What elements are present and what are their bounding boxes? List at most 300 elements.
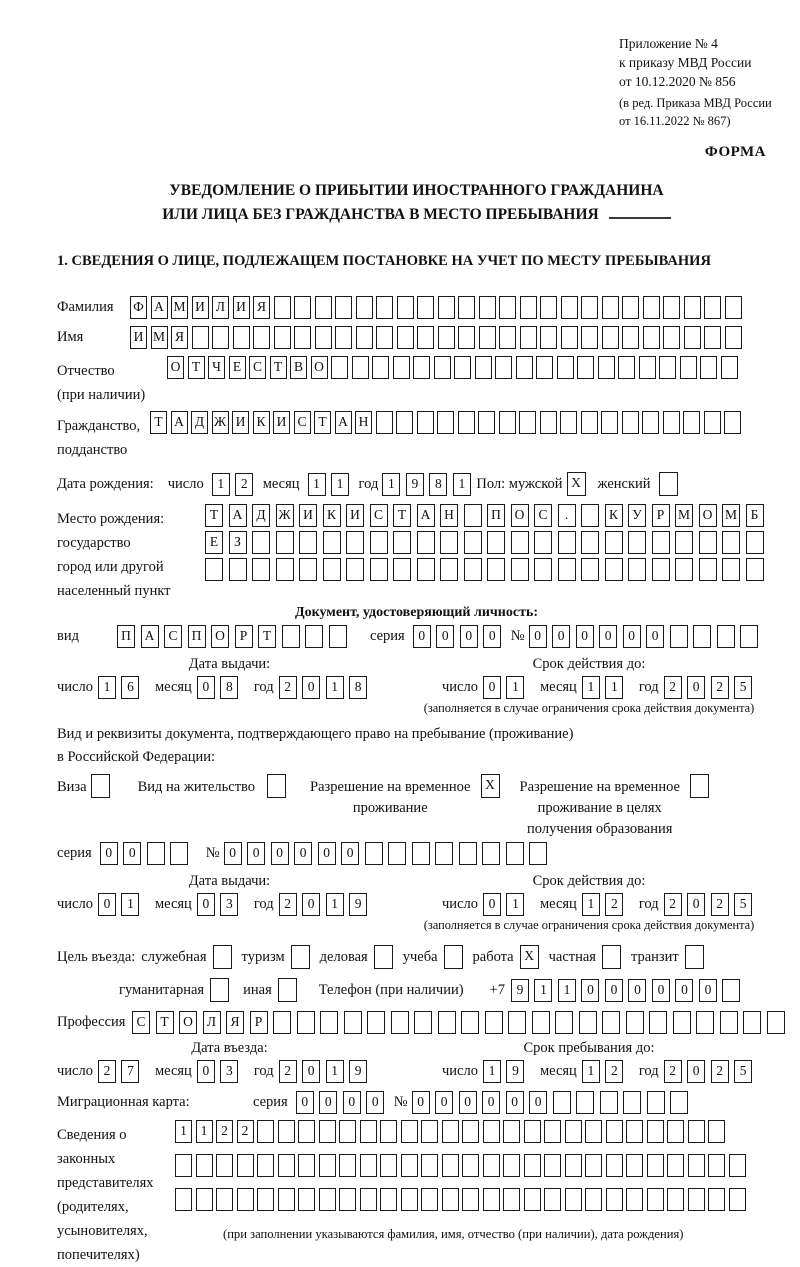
char-cell[interactable]: 0 <box>435 1091 453 1114</box>
char-cell[interactable] <box>329 625 347 648</box>
char-cell[interactable]: 0 <box>247 842 265 865</box>
char-cell[interactable]: 0 <box>599 625 617 648</box>
char-cell[interactable] <box>600 1091 618 1114</box>
char-cell[interactable] <box>401 1120 418 1143</box>
char-cell[interactable] <box>396 411 413 434</box>
char-cell[interactable]: И <box>232 411 249 434</box>
char-cell[interactable] <box>708 1120 725 1143</box>
char-cell[interactable] <box>319 1154 336 1177</box>
char-cell[interactable] <box>690 774 709 798</box>
char-cell[interactable]: О <box>211 625 229 648</box>
char-cell[interactable] <box>372 356 389 379</box>
char-cell[interactable] <box>412 842 430 865</box>
char-cell[interactable]: З <box>229 531 247 554</box>
char-cell[interactable] <box>335 326 352 349</box>
char-cell[interactable]: М <box>675 504 693 527</box>
char-cell[interactable] <box>675 558 693 581</box>
char-cell[interactable]: 0 <box>318 842 336 865</box>
char-cell[interactable]: 1 <box>506 676 524 699</box>
char-cell[interactable]: 2 <box>216 1120 233 1143</box>
char-cell[interactable]: К <box>605 504 623 527</box>
char-cell[interactable] <box>401 1154 418 1177</box>
char-cell[interactable] <box>294 326 311 349</box>
char-cell[interactable] <box>216 1188 233 1211</box>
char-cell[interactable] <box>680 356 697 379</box>
char-cell[interactable] <box>659 356 676 379</box>
char-cell[interactable] <box>417 411 434 434</box>
char-cell[interactable] <box>652 531 670 554</box>
char-cell[interactable]: С <box>370 504 388 527</box>
char-cell[interactable] <box>642 411 659 434</box>
char-cell[interactable] <box>273 1011 291 1034</box>
char-cell[interactable] <box>237 1188 254 1211</box>
char-cell[interactable]: 0 <box>302 676 320 699</box>
char-cell[interactable] <box>356 326 373 349</box>
char-cell[interactable] <box>623 1091 641 1114</box>
char-cell[interactable] <box>544 1188 561 1211</box>
char-cell[interactable] <box>417 326 434 349</box>
char-cell[interactable] <box>602 945 621 969</box>
char-cell[interactable] <box>558 558 576 581</box>
char-cell[interactable] <box>442 1154 459 1177</box>
char-cell[interactable] <box>267 774 286 798</box>
char-cell[interactable]: 3 <box>220 893 238 916</box>
char-cell[interactable] <box>696 1011 714 1034</box>
char-cell[interactable]: 0 <box>605 979 623 1002</box>
char-cell[interactable] <box>622 411 639 434</box>
char-cell[interactable]: 1 <box>121 893 139 916</box>
char-cell[interactable] <box>339 1154 356 1177</box>
char-cell[interactable] <box>721 356 738 379</box>
char-cell[interactable] <box>649 1011 667 1034</box>
char-cell[interactable]: У <box>628 504 646 527</box>
char-cell[interactable] <box>626 1188 643 1211</box>
char-cell[interactable]: 1 <box>483 1060 501 1083</box>
char-cell[interactable] <box>170 842 188 865</box>
char-cell[interactable]: Е <box>229 356 246 379</box>
char-cell[interactable] <box>196 1154 213 1177</box>
char-cell[interactable] <box>722 531 740 554</box>
char-cell[interactable] <box>276 558 294 581</box>
char-cell[interactable] <box>532 1011 550 1034</box>
char-cell[interactable]: О <box>511 504 529 527</box>
char-cell[interactable]: Д <box>191 411 208 434</box>
char-cell[interactable]: П <box>487 504 505 527</box>
char-cell[interactable]: 0 <box>341 842 359 865</box>
char-cell[interactable]: 0 <box>623 625 641 648</box>
char-cell[interactable]: Я <box>253 296 270 319</box>
char-cell[interactable] <box>216 1154 233 1177</box>
char-cell[interactable] <box>319 1120 336 1143</box>
char-cell[interactable] <box>370 558 388 581</box>
char-cell[interactable] <box>499 326 516 349</box>
char-cell[interactable] <box>482 842 500 865</box>
char-cell[interactable]: 8 <box>349 676 367 699</box>
char-cell[interactable] <box>565 1154 582 1177</box>
char-cell[interactable]: О <box>167 356 184 379</box>
char-cell[interactable] <box>724 411 741 434</box>
char-cell[interactable] <box>274 296 291 319</box>
char-cell[interactable]: 0 <box>197 676 215 699</box>
char-cell[interactable] <box>628 558 646 581</box>
char-cell[interactable]: М <box>722 504 740 527</box>
char-cell[interactable] <box>462 1188 479 1211</box>
char-cell[interactable] <box>458 326 475 349</box>
char-cell[interactable] <box>577 356 594 379</box>
char-cell[interactable] <box>213 945 232 969</box>
char-cell[interactable] <box>233 326 250 349</box>
char-cell[interactable] <box>438 326 455 349</box>
char-cell[interactable] <box>647 1120 664 1143</box>
char-cell[interactable] <box>458 296 475 319</box>
char-cell[interactable]: 5 <box>734 1060 752 1083</box>
char-cell[interactable] <box>437 411 454 434</box>
char-cell[interactable]: О <box>179 1011 197 1034</box>
char-cell[interactable] <box>555 1011 573 1034</box>
char-cell[interactable] <box>643 326 660 349</box>
char-cell[interactable] <box>413 356 430 379</box>
char-cell[interactable]: Т <box>188 356 205 379</box>
char-cell[interactable] <box>397 296 414 319</box>
char-cell[interactable] <box>579 1011 597 1034</box>
char-cell[interactable] <box>558 531 576 554</box>
char-cell[interactable]: С <box>294 411 311 434</box>
char-cell[interactable] <box>299 531 317 554</box>
char-cell[interactable]: . <box>558 504 576 527</box>
char-cell[interactable] <box>667 1188 684 1211</box>
char-cell[interactable]: К <box>323 504 341 527</box>
char-cell[interactable] <box>585 1188 602 1211</box>
char-cell[interactable] <box>391 1011 409 1034</box>
char-cell[interactable] <box>565 1120 582 1143</box>
char-cell[interactable] <box>454 356 471 379</box>
char-cell[interactable]: 9 <box>506 1060 524 1083</box>
char-cell[interactable]: М <box>171 296 188 319</box>
char-cell[interactable] <box>388 842 406 865</box>
char-cell[interactable] <box>581 326 598 349</box>
char-cell[interactable] <box>393 356 410 379</box>
char-cell[interactable] <box>464 504 482 527</box>
char-cell[interactable] <box>344 1011 362 1034</box>
char-cell[interactable]: А <box>417 504 435 527</box>
char-cell[interactable] <box>252 531 270 554</box>
char-cell[interactable]: 0 <box>483 676 501 699</box>
char-cell[interactable]: 1 <box>326 1060 344 1083</box>
char-cell[interactable] <box>462 1120 479 1143</box>
char-cell[interactable] <box>626 1154 643 1177</box>
char-cell[interactable]: 1 <box>534 979 552 1002</box>
char-cell[interactable] <box>647 1154 664 1177</box>
char-cell[interactable]: Р <box>235 625 253 648</box>
char-cell[interactable] <box>581 296 598 319</box>
char-cell[interactable]: 3 <box>220 1060 238 1083</box>
char-cell[interactable] <box>278 1154 295 1177</box>
char-cell[interactable] <box>585 1154 602 1177</box>
char-cell[interactable] <box>520 296 537 319</box>
char-cell[interactable]: 1 <box>98 676 116 699</box>
char-cell[interactable]: 0 <box>100 842 118 865</box>
char-cell[interactable]: 1 <box>196 1120 213 1143</box>
char-cell[interactable]: 0 <box>652 979 670 1002</box>
char-cell[interactable] <box>462 1154 479 1177</box>
char-cell[interactable] <box>278 1120 295 1143</box>
char-cell[interactable] <box>683 411 700 434</box>
char-cell[interactable] <box>605 558 623 581</box>
char-cell[interactable]: 0 <box>529 1091 547 1114</box>
char-cell[interactable] <box>464 531 482 554</box>
char-cell[interactable] <box>520 326 537 349</box>
char-cell[interactable] <box>581 531 599 554</box>
char-cell[interactable]: 0 <box>412 1091 430 1114</box>
char-cell[interactable]: Т <box>258 625 276 648</box>
char-cell[interactable] <box>565 1188 582 1211</box>
char-cell[interactable] <box>581 411 598 434</box>
char-cell[interactable] <box>720 1011 738 1034</box>
char-cell[interactable] <box>278 1188 295 1211</box>
char-cell[interactable]: 0 <box>687 676 705 699</box>
char-cell[interactable] <box>684 296 701 319</box>
char-cell[interactable]: Р <box>652 504 670 527</box>
char-cell[interactable] <box>205 558 223 581</box>
char-cell[interactable] <box>524 1154 541 1177</box>
char-cell[interactable]: 1 <box>582 1060 600 1083</box>
char-cell[interactable] <box>210 978 229 1002</box>
char-cell[interactable]: Ж <box>276 504 294 527</box>
char-cell[interactable] <box>729 1154 746 1177</box>
char-cell[interactable] <box>581 558 599 581</box>
char-cell[interactable]: 2 <box>237 1120 254 1143</box>
char-cell[interactable] <box>367 1011 385 1034</box>
char-cell[interactable] <box>485 1011 503 1034</box>
char-cell[interactable] <box>659 472 678 496</box>
char-cell[interactable]: И <box>130 326 147 349</box>
char-cell[interactable] <box>298 1188 315 1211</box>
char-cell[interactable]: 5 <box>734 893 752 916</box>
char-cell[interactable]: 6 <box>121 676 139 699</box>
char-cell[interactable] <box>380 1154 397 1177</box>
char-cell[interactable] <box>699 558 717 581</box>
char-cell[interactable] <box>323 531 341 554</box>
char-cell[interactable] <box>746 558 764 581</box>
char-cell[interactable]: И <box>273 411 290 434</box>
char-cell[interactable] <box>606 1154 623 1177</box>
char-cell[interactable]: Т <box>270 356 287 379</box>
char-cell[interactable]: 2 <box>664 1060 682 1083</box>
char-cell[interactable]: Л <box>212 296 229 319</box>
char-cell[interactable] <box>495 356 512 379</box>
char-cell[interactable]: 0 <box>296 1091 314 1114</box>
char-cell[interactable]: 0 <box>687 1060 705 1083</box>
char-cell[interactable]: 0 <box>302 1060 320 1083</box>
char-cell[interactable] <box>725 296 742 319</box>
char-cell[interactable] <box>91 774 110 798</box>
char-cell[interactable]: С <box>132 1011 150 1034</box>
char-cell[interactable] <box>438 1011 456 1034</box>
char-cell[interactable]: 0 <box>271 842 289 865</box>
char-cell[interactable] <box>370 531 388 554</box>
char-cell[interactable] <box>605 531 623 554</box>
char-cell[interactable] <box>212 326 229 349</box>
char-cell[interactable] <box>602 1011 620 1034</box>
char-cell[interactable] <box>722 979 740 1002</box>
char-cell[interactable]: Ж <box>212 411 229 434</box>
char-cell[interactable] <box>557 356 574 379</box>
char-cell[interactable] <box>534 558 552 581</box>
char-cell[interactable]: 2 <box>711 893 729 916</box>
char-cell[interactable] <box>487 558 505 581</box>
char-cell[interactable]: А <box>335 411 352 434</box>
char-cell[interactable]: 0 <box>699 979 717 1002</box>
char-cell[interactable]: 1 <box>453 473 471 496</box>
char-cell[interactable]: А <box>151 296 168 319</box>
char-cell[interactable]: И <box>299 504 317 527</box>
char-cell[interactable] <box>257 1154 274 1177</box>
char-cell[interactable]: 0 <box>302 893 320 916</box>
char-cell[interactable] <box>746 531 764 554</box>
char-cell[interactable] <box>196 1188 213 1211</box>
char-cell[interactable] <box>459 842 477 865</box>
char-cell[interactable] <box>506 842 524 865</box>
char-cell[interactable]: 9 <box>349 893 367 916</box>
char-cell[interactable]: О <box>311 356 328 379</box>
char-cell[interactable]: 1 <box>382 473 400 496</box>
char-cell[interactable] <box>278 978 297 1002</box>
char-cell[interactable]: 1 <box>605 676 623 699</box>
char-cell[interactable] <box>192 326 209 349</box>
char-cell[interactable] <box>602 326 619 349</box>
char-cell[interactable]: X <box>520 945 539 969</box>
char-cell[interactable] <box>544 1120 561 1143</box>
char-cell[interactable] <box>356 296 373 319</box>
char-cell[interactable]: 2 <box>279 893 297 916</box>
char-cell[interactable] <box>464 558 482 581</box>
char-cell[interactable] <box>299 558 317 581</box>
char-cell[interactable]: Т <box>150 411 167 434</box>
char-cell[interactable] <box>323 558 341 581</box>
char-cell[interactable] <box>346 558 364 581</box>
char-cell[interactable]: X <box>481 774 500 798</box>
char-cell[interactable] <box>652 558 670 581</box>
char-cell[interactable] <box>442 1188 459 1211</box>
char-cell[interactable] <box>725 326 742 349</box>
char-cell[interactable] <box>393 531 411 554</box>
char-cell[interactable] <box>704 411 721 434</box>
char-cell[interactable]: 0 <box>483 625 501 648</box>
char-cell[interactable]: 9 <box>511 979 529 1002</box>
char-cell[interactable] <box>339 1188 356 1211</box>
char-cell[interactable]: О <box>699 504 717 527</box>
char-cell[interactable]: 2 <box>711 676 729 699</box>
char-cell[interactable]: 0 <box>294 842 312 865</box>
char-cell[interactable] <box>540 326 557 349</box>
char-cell[interactable]: 0 <box>552 625 570 648</box>
char-cell[interactable]: П <box>188 625 206 648</box>
char-cell[interactable]: 0 <box>483 893 501 916</box>
char-cell[interactable] <box>534 531 552 554</box>
char-cell[interactable] <box>291 945 310 969</box>
char-cell[interactable]: 0 <box>98 893 116 916</box>
char-cell[interactable] <box>511 558 529 581</box>
char-cell[interactable] <box>294 296 311 319</box>
char-cell[interactable] <box>305 625 323 648</box>
char-cell[interactable] <box>743 1011 761 1034</box>
char-cell[interactable]: 1 <box>212 473 230 496</box>
char-cell[interactable]: 0 <box>687 893 705 916</box>
char-cell[interactable]: Е <box>205 531 223 554</box>
char-cell[interactable] <box>667 1154 684 1177</box>
char-cell[interactable]: 9 <box>406 473 424 496</box>
char-cell[interactable] <box>374 945 393 969</box>
char-cell[interactable]: С <box>164 625 182 648</box>
char-cell[interactable] <box>315 296 332 319</box>
char-cell[interactable] <box>458 411 475 434</box>
char-cell[interactable]: 1 <box>326 893 344 916</box>
char-cell[interactable] <box>483 1188 500 1211</box>
char-cell[interactable] <box>380 1188 397 1211</box>
char-cell[interactable] <box>421 1188 438 1211</box>
char-cell[interactable] <box>331 356 348 379</box>
char-cell[interactable]: 1 <box>506 893 524 916</box>
char-cell[interactable] <box>417 531 435 554</box>
char-cell[interactable]: А <box>141 625 159 648</box>
char-cell[interactable]: 2 <box>711 1060 729 1083</box>
char-cell[interactable]: 0 <box>436 625 454 648</box>
char-cell[interactable]: Т <box>205 504 223 527</box>
char-cell[interactable]: 1 <box>582 893 600 916</box>
char-cell[interactable] <box>479 326 496 349</box>
char-cell[interactable] <box>540 411 557 434</box>
char-cell[interactable] <box>274 326 291 349</box>
char-cell[interactable] <box>499 411 516 434</box>
char-cell[interactable]: Н <box>440 504 458 527</box>
char-cell[interactable] <box>414 1011 432 1034</box>
char-cell[interactable] <box>529 842 547 865</box>
char-cell[interactable] <box>699 531 717 554</box>
char-cell[interactable]: 0 <box>529 625 547 648</box>
char-cell[interactable] <box>442 1120 459 1143</box>
char-cell[interactable]: 0 <box>224 842 242 865</box>
char-cell[interactable] <box>175 1154 192 1177</box>
char-cell[interactable] <box>581 504 599 527</box>
char-cell[interactable] <box>229 558 247 581</box>
char-cell[interactable] <box>606 1120 623 1143</box>
char-cell[interactable]: П <box>117 625 135 648</box>
char-cell[interactable]: Р <box>250 1011 268 1034</box>
char-cell[interactable]: 2 <box>279 1060 297 1083</box>
char-cell[interactable] <box>663 326 680 349</box>
char-cell[interactable]: Н <box>355 411 372 434</box>
char-cell[interactable] <box>503 1154 520 1177</box>
char-cell[interactable]: 2 <box>664 676 682 699</box>
char-cell[interactable] <box>444 945 463 969</box>
char-cell[interactable] <box>297 1011 315 1034</box>
char-cell[interactable] <box>688 1154 705 1177</box>
char-cell[interactable] <box>618 356 635 379</box>
char-cell[interactable] <box>693 625 711 648</box>
char-cell[interactable] <box>670 625 688 648</box>
char-cell[interactable]: 0 <box>506 1091 524 1114</box>
char-cell[interactable]: 2 <box>664 893 682 916</box>
char-cell[interactable]: Ф <box>130 296 147 319</box>
char-cell[interactable] <box>626 1120 643 1143</box>
char-cell[interactable]: В <box>290 356 307 379</box>
char-cell[interactable] <box>365 842 383 865</box>
char-cell[interactable]: Т <box>393 504 411 527</box>
char-cell[interactable]: 0 <box>581 979 599 1002</box>
char-cell[interactable] <box>319 1188 336 1211</box>
char-cell[interactable] <box>767 1011 785 1034</box>
char-cell[interactable]: 0 <box>482 1091 500 1114</box>
